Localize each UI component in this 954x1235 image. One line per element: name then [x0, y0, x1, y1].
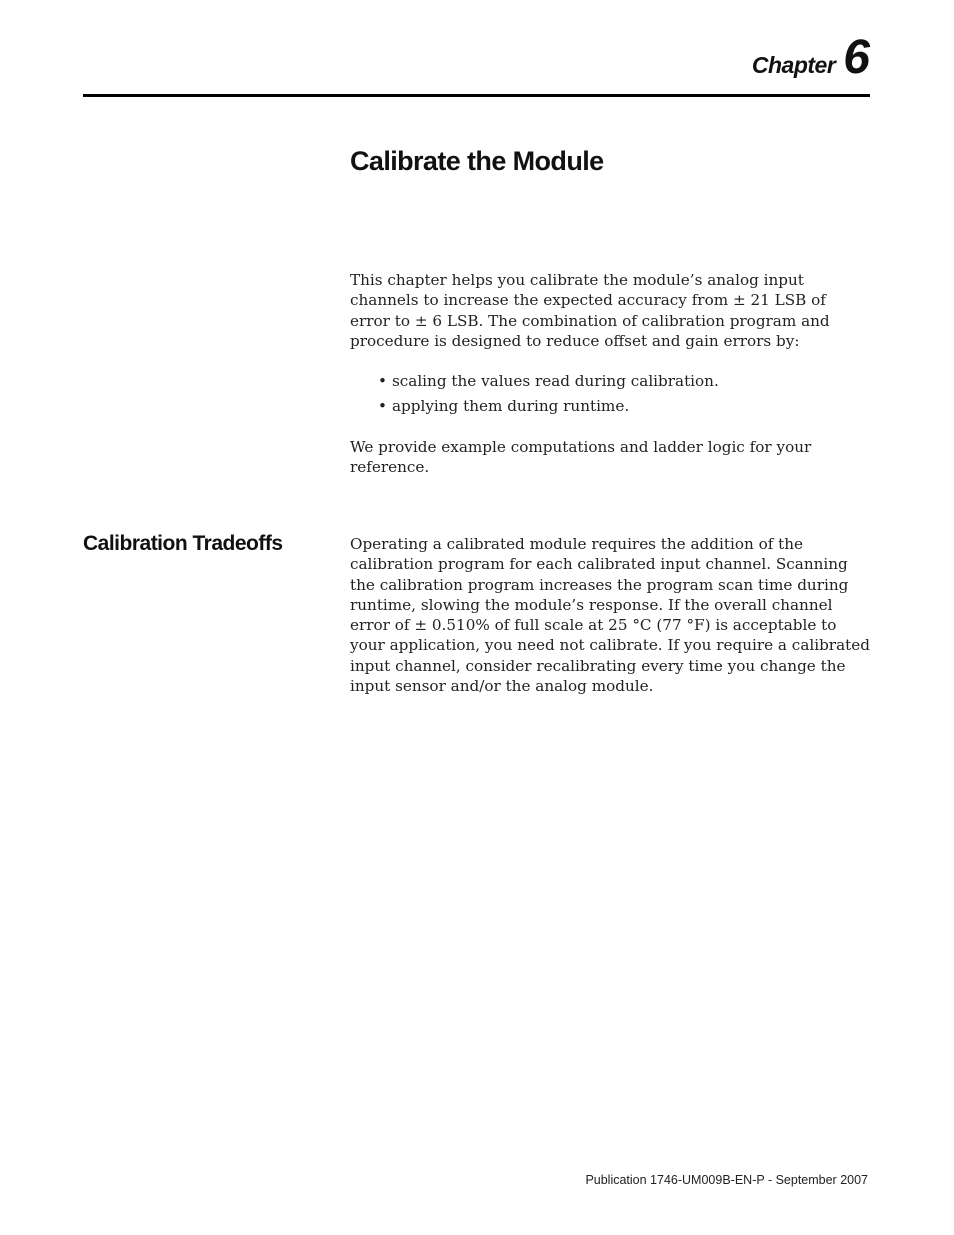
list-item: [378, 396, 858, 416]
page-title: Calibrate the Module: [350, 146, 604, 176]
header-rule: [83, 94, 870, 97]
section-body: Operating a calibrated module requires the addition of the calibration program for each calibrated input channel. Scanning the calibration program increases the program scan time during runtime, slowing the module’s response. If the overall channel error of ± 0.510% of full scale at 25 °C (77 °F) is acceptable to your application, you need not calibrate. If you require a calibrated input channel, consider recalibrating every time you change the input sensor and/or the analog module.: [350, 535, 870, 696]
section-heading: Calibration Tradeoffs: [83, 532, 283, 555]
bullet-icon: •: [378, 372, 387, 390]
list-item-text: scaling the values read during calibration.: [391, 372, 719, 390]
chapter-label: Chapter: [751, 52, 836, 78]
list-item-text: applying them during runtime.: [391, 396, 630, 415]
intro-paragraph: This chapter helps you calibrate the module’s analog input channels to increase the expected accuracy from ± 21 LSB of error to ± 6 LSB. The combination of calibration program and procedure is designed to reduce offset and gain errors by:: [350, 271, 830, 350]
publication-footer: Publication 1746-UM009B-EN-P - September 2007: [585, 1173, 868, 1187]
chapter-number: 6: [843, 31, 869, 84]
bullet-icon: •: [378, 396, 387, 415]
reference-paragraph: We provide example computations and ladder logic for your reference.: [350, 438, 812, 477]
list-item: [378, 371, 858, 391]
chapter-heading: [752, 30, 869, 85]
bullet-list: [378, 371, 858, 421]
